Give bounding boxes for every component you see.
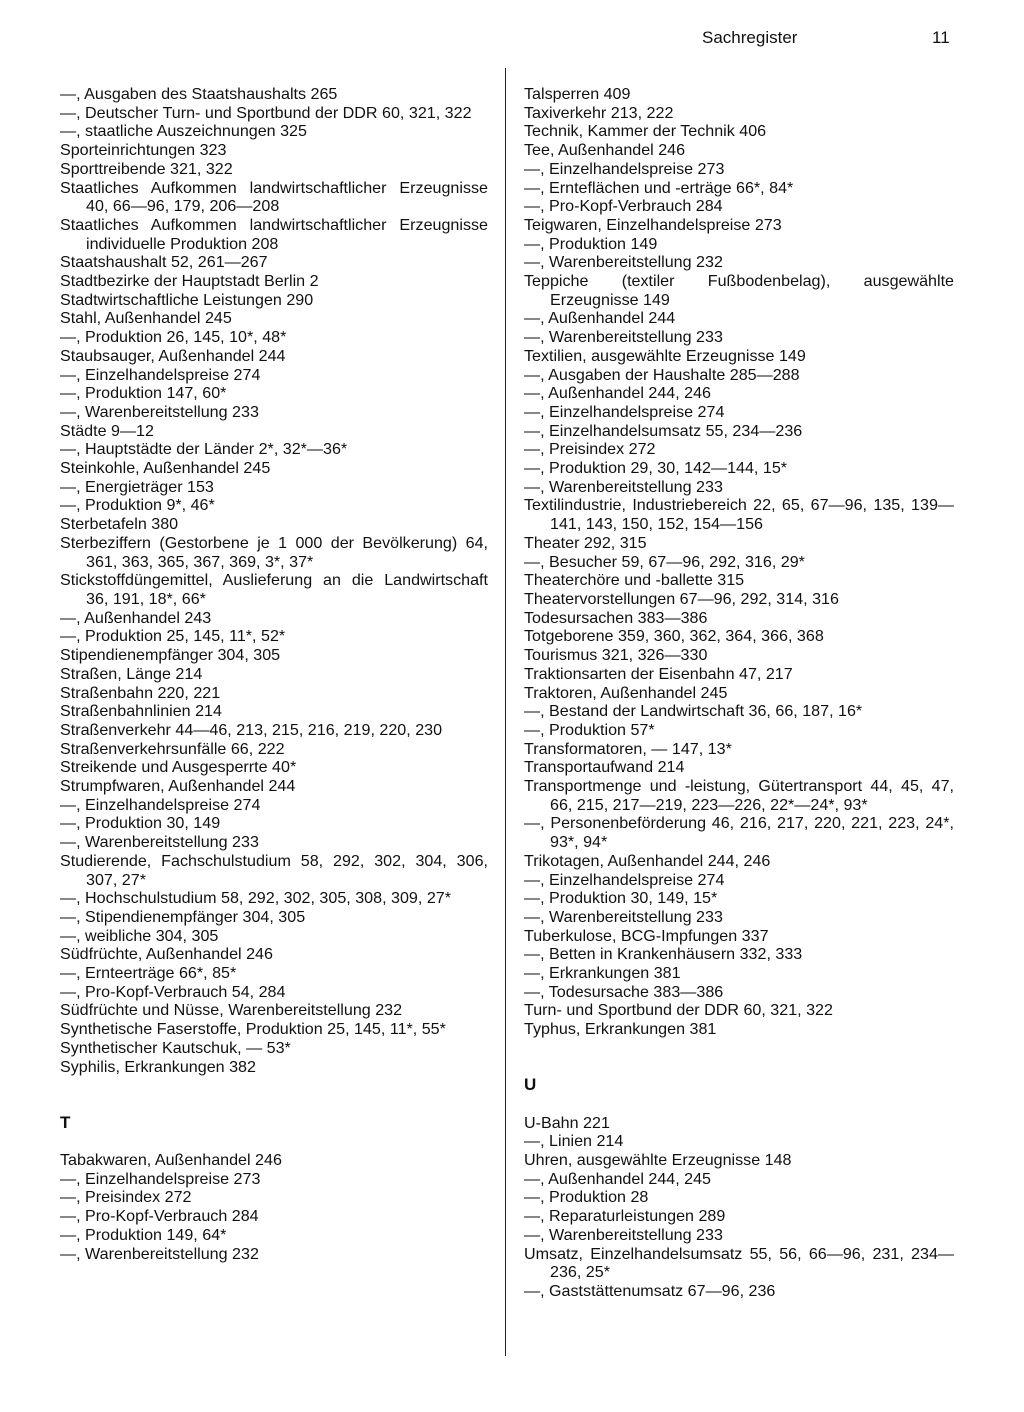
index-entry: Stickstoffdüngemittel, Auslieferung an die Landwirtschaft 36, 191, 18*, 66* xyxy=(60,571,488,608)
index-entry: Südfrüchte, Außenhandel 246 xyxy=(60,945,273,964)
index-entry: —, Einzelhandelspreise 274 xyxy=(524,870,725,889)
index-entry: —, Warenbereitstellung 233 xyxy=(524,328,723,347)
index-entry: —, Warenbereitstellung 233 xyxy=(524,1225,723,1244)
index-entry: Talsperren 409 xyxy=(524,85,631,103)
index-entry: Straßenverkehr 44—46, 213, 215, 216, 219, 220, 230 xyxy=(60,720,443,739)
index-entry: Transportmenge und -leistung, Gütertransport 44, 45, 47, 66, 215, 217—219, 223—226, 22*—24*, 93* xyxy=(524,777,954,814)
index-entry: —, Ernteflächen und -erträge 66*, 84* xyxy=(524,178,794,197)
index-entry: —, Bestand der Landwirtschaft 36, 66, 187, 16* xyxy=(524,702,863,721)
index-entry: Straßenverkehrsunfälle 66, 222 xyxy=(60,739,285,758)
index-entry: Trikotagen, Außenhandel 244, 246 xyxy=(524,851,771,870)
right-column xyxy=(524,85,954,1301)
index-entry: Studierende, Fachschulstudium 58, 292, 302, 304, 306, 307, 27* xyxy=(60,851,488,889)
index-entry: —, Preisindex 272 xyxy=(524,440,656,459)
index-entry: —, Hochschulstudium 58, 292, 302, 305, 308, 309, 27* xyxy=(60,889,451,908)
index-entry: Städte 9—12 xyxy=(60,421,154,440)
index-entry: Textilien, ausgewählte Erzeugnisse 149 xyxy=(524,346,806,365)
index-entry: —, Produktion 149, 64* xyxy=(60,1225,227,1244)
index-entry: —, Hauptstädte der Länder 2*, 32*—36* xyxy=(60,440,348,459)
index-entry: —, Einzelhandelspreise 273 xyxy=(524,159,725,178)
index-entry: —, Preisindex 272 xyxy=(60,1188,192,1207)
index-entry: Straßenbahn 220, 221 xyxy=(60,683,221,702)
index-entry: Totgeborene 359, 360, 362, 364, 366, 368 xyxy=(524,627,824,646)
section-letter-u: U xyxy=(524,1075,537,1095)
running-title: Sachregister xyxy=(702,28,798,47)
index-entry: —, Reparaturleistungen 289 xyxy=(524,1207,726,1226)
index-entry: Taxiverkehr 213, 222 xyxy=(524,103,674,122)
index-entry: —, Warenbereitstellung 232 xyxy=(524,253,723,272)
index-entry: U-Bahn 221 xyxy=(524,1113,610,1132)
index-entry: —, Warenbereitstellung 233 xyxy=(524,477,723,496)
index-entry: Teigwaren, Einzelhandelspreise 273 xyxy=(524,215,782,234)
section-letter-t: T xyxy=(60,1112,71,1132)
index-entry: —, Außenhandel 244, 246 xyxy=(524,384,712,403)
index-entry: Strumpfwaren, Außenhandel 244 xyxy=(60,777,296,796)
index-entry: Textilindustrie, Industriebereich 22, 65, 67—96, 135, 139—141, 143, 150, 152, 154—156 xyxy=(524,496,954,534)
index-entry: —, Außenhandel 244, 245 xyxy=(524,1169,712,1188)
index-entry: —, Warenbereitstellung 232 xyxy=(60,1244,259,1263)
index-entry: —, Erkrankungen 381 xyxy=(524,964,681,983)
index-entry: Streikende und Ausgesperrte 40* xyxy=(60,758,297,777)
spacer xyxy=(524,1095,954,1114)
index-entry: Synthetischer Kautschuk, — 53* xyxy=(60,1038,291,1057)
index-entry: Straßen, Länge 214 xyxy=(60,664,203,683)
index-entry: —, Gaststättenumsatz 67—96, 236 xyxy=(524,1281,776,1300)
index-entry: —, Produktion 29, 30, 142—144, 15* xyxy=(524,459,788,478)
spacer xyxy=(524,1058,954,1077)
index-entry: —, Produktion 30, 149 xyxy=(60,814,221,833)
index-entry: —, Pro-Kopf-Verbrauch 284 xyxy=(524,197,723,216)
index-entry: Straßenbahnlinien 214 xyxy=(60,702,222,721)
index-entry: —, Einzelhandelspreise 273 xyxy=(60,1169,261,1188)
index-entry: Theater 292, 315 xyxy=(524,533,647,552)
index-entry: Sporttreibende 321, 322 xyxy=(60,159,233,178)
index-entry: —, Produktion 57* xyxy=(524,720,655,739)
right-entries-t xyxy=(524,85,954,1039)
index-entry: —, Produktion 25, 145, 11*, 52* xyxy=(60,627,286,646)
index-entry: Transportaufwand 214 xyxy=(524,758,685,777)
spacer xyxy=(60,1095,488,1114)
index-entry: Stadtbezirke der Hauptstadt Berlin 2 xyxy=(60,272,319,291)
index-entry: Staatliches Aufkommen landwirtschaftlicher Erzeugnisse 40, 66—96, 179, 206—208 xyxy=(60,178,488,216)
index-entry: Tabakwaren, Außenhandel 246 xyxy=(60,1151,282,1170)
left-column xyxy=(60,85,488,1263)
index-entry: —, Personenbeförderung 46, 216, 217, 220, 221, 223, 24*, 93*, 94* xyxy=(524,814,954,852)
spacer xyxy=(60,1076,488,1095)
index-entry: —, Einzelhandelspreise 274 xyxy=(60,365,261,384)
index-entry: —, Pro-Kopf-Verbrauch 284 xyxy=(60,1207,259,1226)
index-entry: —, weibliche 304, 305 xyxy=(60,926,219,945)
index-entry: —, Produktion 149 xyxy=(524,234,658,253)
page-header xyxy=(0,28,1024,52)
index-entry: —, Energieträger 153 xyxy=(60,477,214,496)
index-entry: Südfrüchte und Nüsse, Warenbereitstellung 232 xyxy=(60,1001,403,1020)
index-entry: —, Pro-Kopf-Verbrauch 54, 284 xyxy=(60,982,286,1001)
index-entry: Sterbetafeln 380 xyxy=(60,515,179,534)
index-entry: Sterbeziffern (Gestorbene je 1 000 der Bevölkerung) 64, 361, 363, 365, 367, 369, 3*, 37* xyxy=(60,533,488,571)
index-entry: —, Besucher 59, 67—96, 292, 316, 29* xyxy=(524,552,805,571)
index-entry: —, Linien 214 xyxy=(524,1132,624,1151)
index-entry: —, Außenhandel 243 xyxy=(60,608,212,627)
index-entry: Staubsauger, Außenhandel 244 xyxy=(60,346,286,365)
index-entry: —, Warenbereitstellung 233 xyxy=(60,402,259,421)
index-entry: —, Einzelhandelspreise 274 xyxy=(60,795,261,814)
index-entry: Technik, Kammer der Technik 406 xyxy=(524,122,767,141)
spacer xyxy=(60,1132,488,1151)
index-entry: Stadtwirtschaftliche Leistungen 290 xyxy=(60,290,314,309)
index-entry: Stipendienempfänger 304, 305 xyxy=(60,646,281,665)
index-entry: Theaterchöre und -ballette 315 xyxy=(524,571,745,590)
index-entry: Theatervorstellungen 67—96, 292, 314, 316 xyxy=(524,589,839,608)
index-entry: —, Warenbereitstellung 233 xyxy=(60,833,259,852)
index-entry: —, Produktion 9*, 46* xyxy=(60,496,215,515)
index-entry: Traktionsarten der Eisenbahn 47, 217 xyxy=(524,664,793,683)
index-entry: Sporteinrichtungen 323 xyxy=(60,141,227,160)
index-entry: —, Außenhandel 244 xyxy=(524,309,676,328)
index-entry: Steinkohle, Außenhandel 245 xyxy=(60,459,271,478)
index-entry: —, Ausgaben des Staatshaushalts 265 xyxy=(60,85,338,103)
index-entry: Traktoren, Außenhandel 245 xyxy=(524,683,728,702)
index-entry: Staatshaushalt 52, 261—267 xyxy=(60,253,268,272)
index-entry: Tee, Außenhandel 246 xyxy=(524,141,686,160)
index-entry: —, Ausgaben der Haushalte 285—288 xyxy=(524,365,800,384)
index-entry: —, Produktion 28 xyxy=(524,1188,649,1207)
index-entry: —, Betten in Krankenhäusern 332, 333 xyxy=(524,945,803,964)
index-entry: Todesursachen 383—386 xyxy=(524,608,708,627)
index-entry: —, Einzelhandelsumsatz 55, 234—236 xyxy=(524,421,803,440)
index-entry: —, Einzelhandelspreise 274 xyxy=(524,402,725,421)
index-entry: Typhus, Erkrankungen 381 xyxy=(524,1020,717,1039)
index-entry: Staatliches Aufkommen landwirtschaftlicher Erzeugnisse individuelle Produktion 208 xyxy=(60,215,488,253)
index-entry: —, Stipendienempfänger 304, 305 xyxy=(60,907,306,926)
index-entry: Uhren, ausgewählte Erzeugnisse 148 xyxy=(524,1151,792,1170)
index-entry: —, Deutscher Turn- und Sportbund der DDR 60, 321, 322 xyxy=(60,103,472,122)
index-entry: Syphilis, Erkrankungen 382 xyxy=(60,1057,256,1076)
index-entry: Tourismus 321, 326—330 xyxy=(524,646,708,665)
index-entry: Teppiche (textiler Fußbodenbelag), ausgewählte Erzeugnisse 149 xyxy=(524,272,954,309)
index-entry: —, Produktion 26, 145, 10*, 48* xyxy=(60,328,287,347)
index-entry: —, staatliche Auszeichnungen 325 xyxy=(60,122,307,141)
left-entries-t xyxy=(60,1151,488,1263)
index-entry: Turn- und Sportbund der DDR 60, 321, 322 xyxy=(524,1001,833,1020)
left-entries-s xyxy=(60,85,488,1076)
index-entry: Umsatz, Einzelhandelsumsatz 55, 56, 66—96, 231, 234—236, 25* xyxy=(524,1244,954,1282)
index-entry: Stahl, Außenhandel 245 xyxy=(60,309,232,328)
page-number: 11 xyxy=(932,28,950,47)
index-entry: Tuberkulose, BCG-Impfungen 337 xyxy=(524,926,769,945)
index-entry: —, Ernteerträge 66*, 85* xyxy=(60,964,237,983)
index-entry: —, Produktion 30, 149, 15* xyxy=(524,889,718,908)
index-entry: Synthetische Faserstoffe, Produktion 25, 145, 11*, 55* xyxy=(60,1020,446,1039)
index-entry: —, Produktion 147, 60* xyxy=(60,384,227,403)
spacer xyxy=(524,1039,954,1058)
index-entry: Transformatoren, — 147, 13* xyxy=(524,739,732,758)
index-entry: —, Warenbereitstellung 233 xyxy=(524,907,723,926)
right-entries-u xyxy=(524,1114,954,1301)
index-entry: —, Todesursache 383—386 xyxy=(524,982,724,1001)
column-divider xyxy=(505,68,506,1356)
